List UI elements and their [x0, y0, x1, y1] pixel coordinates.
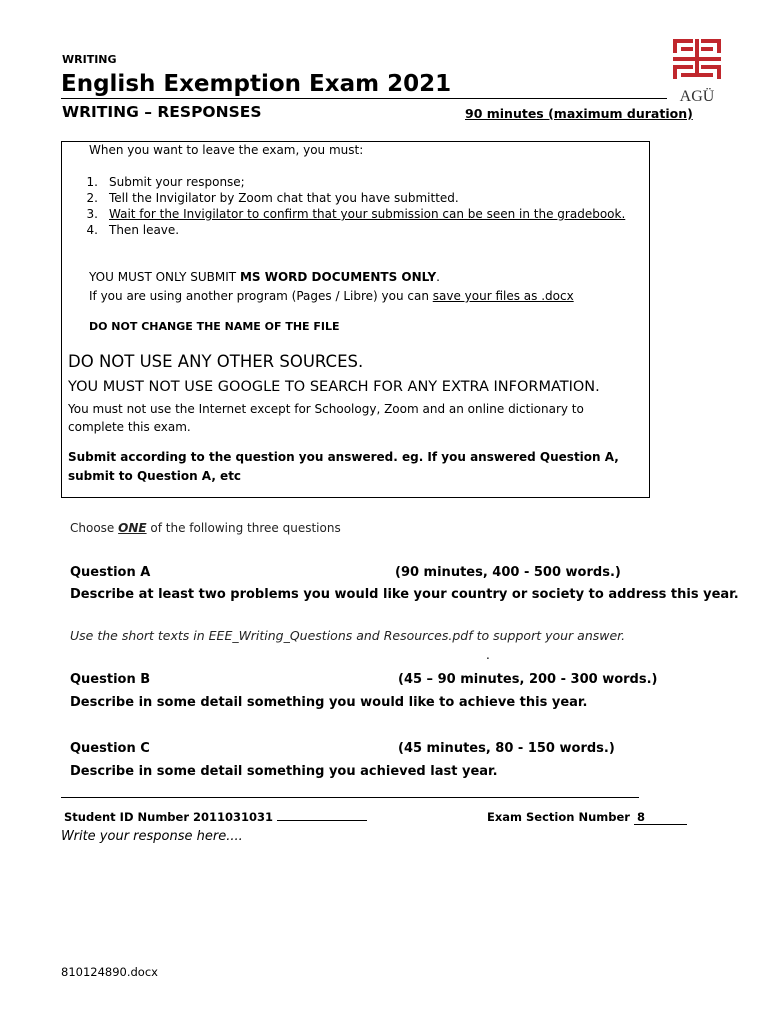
student-id: Student ID Number 2011031031: [64, 810, 367, 824]
choose-prompt: Choose ONE of the following three questions: [70, 521, 341, 535]
page-title: English Exemption Exam 2021: [61, 70, 667, 99]
question-a-label: Question A: [70, 565, 151, 580]
exam-section-value[interactable]: 8: [634, 810, 687, 825]
other-program-note: If you are using another program (Pages / Libre) you can save your files as .docx: [89, 289, 574, 303]
instructions-steps: [73, 174, 625, 238]
submit-only-note: YOU MUST ONLY SUBMIT MS WORD DOCUMENTS ONLY.: [89, 270, 440, 284]
internet-rule: You must not use the Internet except for Schoology, Zoom and an online dictionary to complete this exam.: [68, 402, 584, 434]
question-b-time: (45 – 90 minutes, 200 - 300 words.): [398, 672, 658, 687]
agu-logo: [672, 38, 722, 104]
no-rename-warning: DO NOT CHANGE THE NAME OF THE FILE: [89, 320, 340, 333]
question-c-time: (45 minutes, 80 - 150 words.): [398, 741, 615, 756]
question-a-time: (90 minutes, 400 - 500 words.): [395, 565, 621, 580]
save-as-docx-link: save your files as .docx: [432, 289, 574, 303]
question-c-label: Question C: [70, 741, 150, 756]
footer-filename: 810124890.docx: [61, 965, 158, 979]
submit-rule: Submit according to the question you answered. eg. If you answered Question A, submit to Question A, etc: [68, 450, 619, 483]
instructions-box: [61, 141, 650, 498]
divider-line: [61, 797, 639, 798]
stray-dot: .: [486, 648, 490, 662]
resource-note: Use the short texts in EEE_Writing_Questions and Resources.pdf to support your answer.: [70, 628, 626, 643]
question-b-description: Describe in some detail something you would like to achieve this year.: [70, 695, 588, 710]
response-area-prompt[interactable]: Write your response here....: [61, 829, 243, 844]
no-sources-warning: DO NOT USE ANY OTHER SOURCES.: [68, 352, 364, 371]
page-subtitle: WRITING – RESPONSES: [62, 103, 262, 121]
step-item: 3. Wait for the Invigilator to confirm that your submission can be seen in the gradebook.: [86, 207, 626, 221]
exam-section: Exam Section Number 8: [487, 810, 687, 825]
question-c-description: Describe in some detail something you achieved last year.: [70, 764, 498, 779]
no-google-warning: YOU MUST NOT USE GOOGLE TO SEARCH FOR ANY EXTRA INFORMATION.: [68, 379, 600, 395]
step-item: 4. Then leave.: [86, 223, 180, 237]
logo-text: AGÜ: [679, 88, 715, 104]
section-kicker: WRITING: [62, 53, 117, 66]
step-item: 1. Submit your response;: [86, 175, 245, 189]
duration-note: 90 minutes (maximum duration): [465, 106, 693, 121]
step-item: 2. Tell the Invigilator by Zoom chat that you have submitted.: [86, 191, 459, 205]
question-a-description: Describe at least two problems you would like your country or society to address this year.: [70, 587, 739, 602]
instructions-intro: When you want to leave the exam, you must:: [89, 143, 364, 157]
agu-logo-mark: [672, 38, 722, 104]
student-id-blank[interactable]: [277, 810, 367, 821]
question-b-label: Question B: [70, 672, 151, 687]
